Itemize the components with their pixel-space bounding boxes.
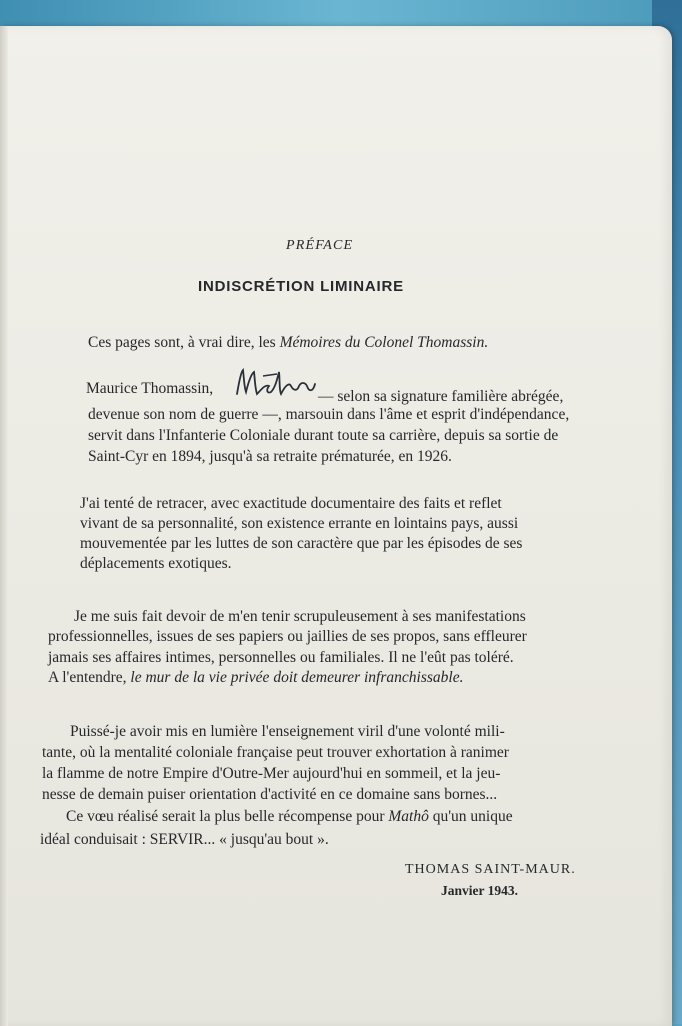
p1-text: Ces pages sont, à vrai dire, les [88, 334, 280, 351]
p4-text: A l'entendre, [48, 669, 131, 686]
p1-italic-title: Mémoires du Colonel Thomassin. [279, 334, 489, 351]
preface-heading: PRÉFACE [286, 238, 354, 253]
p6-text: Ce vœu réalisé serait la plus belle récompense pour [66, 808, 389, 825]
p4-line4 [48, 669, 463, 687]
p2-line1-start: Maurice Thomassin, [86, 380, 214, 397]
p6-italic-name: Mathô [388, 808, 429, 825]
p5-line2: tante, où la mentalité coloniale française peut trouver exhortation à ranimer [42, 744, 509, 761]
p3-line2: vivant de sa personnalité, son existence errante en lointains pays, aussi [80, 515, 519, 532]
p5-line4: nesse de demain puiser orientation d'activité en ce domaine sans bornes... [42, 786, 498, 803]
author-date: Janvier 1943. [441, 883, 518, 898]
p4-italic-quote: le mur de la vie privée doit demeurer infranchissable. [130, 669, 464, 686]
p6-text-end: qu'un unique [428, 808, 513, 825]
p4-line3: jamais ses affaires intimes, personnelles ou familiales. Il ne l'eût pas toléré. [48, 649, 514, 666]
p4-line1: Je me suis fait devoir de m'en tenir scrupuleusement à ses manifestations [74, 608, 526, 625]
p6-line1 [66, 808, 513, 826]
p2-line4: Saint-Cyr en 1894, jusqu'à sa retraite prématurée, en 1926. [88, 448, 452, 465]
p4-line2: professionnelles, issues de ses papiers ou jaillies de ses propos, sans effleurer [48, 628, 527, 645]
p2-line2: devenue son nom de guerre —, marsouin dans l'âme et esprit d'indépendance, [88, 406, 570, 423]
p2-line3: servit dans l'Infanterie Coloniale durant toute sa carrière, depuis sa sortie de [88, 427, 559, 444]
handwritten-signature [233, 364, 319, 406]
page-binding-edge [0, 26, 8, 1026]
p2-line1-end: — selon sa signature familière abrégée, [318, 388, 564, 405]
page-title: INDISCRÉTION LIMINAIRE [198, 278, 404, 295]
p1-line1 [88, 334, 488, 352]
p5-line1: Puissé-je avoir mis en lumière l'enseignement viril d'une volonté mili- [70, 723, 505, 740]
p3-line3: mouvementée par les luttes de son caractère que par les épisodes de ses [80, 535, 523, 552]
p5-line3: la flamme de notre Empire d'Outre-Mer aujourd'hui en sommeil, et la jeu- [42, 765, 501, 782]
p3-line1: J'ai tenté de retracer, avec exactitude documentaire des faits et reflet [80, 495, 502, 512]
author-name: THOMAS SAINT-MAUR. [405, 862, 576, 877]
p6-line2: idéal conduisait : SERVIR... « jusqu'au bout ». [40, 831, 329, 848]
p3-line4: déplacements exotiques. [80, 555, 232, 572]
